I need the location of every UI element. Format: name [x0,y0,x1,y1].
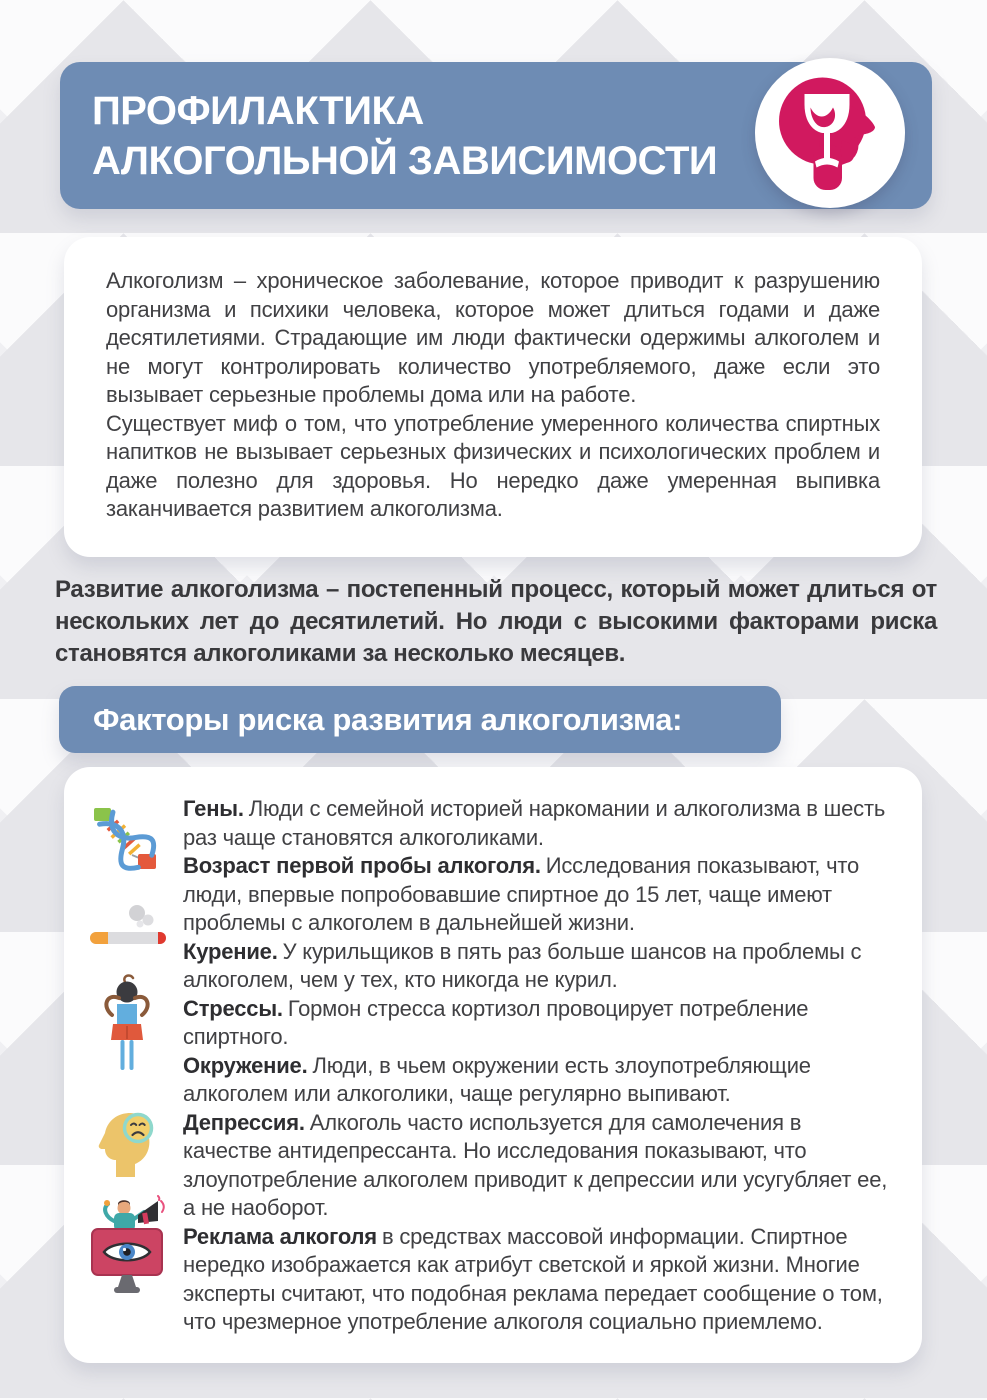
factor-text: Исследования показывают, что люди, впервые попробовавшие спиртное до 15 лет, чаще имеют проблемы с алкоголем в дальнейшей жизни. [183,853,860,935]
factor-item-stress [183,995,892,1052]
page-title-line2: АЛКОГОЛЬНОЙ ЗАВИСИМОСТИ [92,138,718,183]
factor-text: в средствах массовой информации. Спиртное нередко изображается как атрибут светской и яркой жизни. Многие эксперты считают, что подобная реклама передает сообщение о том, что чрезмерное употребление алкоголя социально приемлемо. [183,1223,883,1334]
factor-item-depression [183,1109,892,1223]
factor-text: У курильщиков в пять раз больше шансов на проблемы с алкоголем, чем у тех, кто никогда не курил. [183,938,862,992]
factor-term: Курение. [183,938,278,964]
intro-paragraph-1: Алкоголизм – хроническое заболевание, которое приводит к разрушению организма и психики человека, которое может длиться годами и даже десятилетиями. Страдающие им люди фактически одержимы алкоголем и не могут контролировать количество употребляемого, даже если это вызывает серьезные проблемы дома или на работе. [106,268,880,407]
page-title-line1: ПРОФИЛАКТИКА [92,88,424,133]
head-wine-glass-icon [755,58,905,208]
factor-term: Гены. [183,796,244,821]
factor-text: Алкоголь часто используется для самолечения в качестве антидепрессанта. Но исследования показывают, что злоупотребление алкоголем приводит к депрессии или усугубляет ее, а не наоборот. [183,1109,888,1220]
factor-item-smoking [183,938,892,995]
factor-text: Гормон стресса кортизол провоцирует потребление спиртного. [183,995,809,1049]
factor-term: Реклама алкоголя [183,1223,377,1249]
factors-card [64,767,922,1363]
factor-text: Люди с семейной историей наркомании и алкоголизма в шесть раз чаще становятся алкоголиками. [183,796,886,850]
depression-head-icon [90,1109,164,1184]
factor-term: Депрессия. [183,1109,305,1135]
page-title [92,86,717,186]
dna-icon [92,805,158,878]
factor-text: Люди, в чьем окружении есть злоупотребляющие алкоголем или алкоголики, чаще регулярно выпивают. [183,1052,811,1106]
factor-item-first-try-age [183,852,892,938]
factor-item-advertising [183,1223,892,1337]
cigarette-icon [88,901,172,960]
advertising-tv-eye-icon [88,1195,168,1304]
intro-paragraph-2: Существует миф о том, что употребление умеренного количества спиртных напитков не вызывает серьезных физических и психологических проблем и даже полезно для здоровья. Но нередко даже умеренная выпивка заканчивается развитием алкоголизма. [106,410,880,521]
factor-term: Возраст первой пробы алкоголя. [183,853,541,878]
factor-term: Стрессы. [183,995,283,1021]
section-banner [59,686,781,753]
factors-list [64,767,922,1363]
stress-bomb-person-icon [96,973,158,1080]
intro-card [64,237,922,557]
factor-item-genes [183,795,892,852]
factor-term: Окружение. [183,1052,308,1078]
section-banner-label: Факторы риска развития алкоголизма: [93,701,683,737]
factor-item-environment [183,1052,892,1109]
lead-paragraph: Развитие алкоголизма – постепенный процесс, который может длиться от нескольких лет до десятилетий. Но люди с высокими факторами риска становятся алкоголиками за несколько месяцев. [55,576,937,667]
